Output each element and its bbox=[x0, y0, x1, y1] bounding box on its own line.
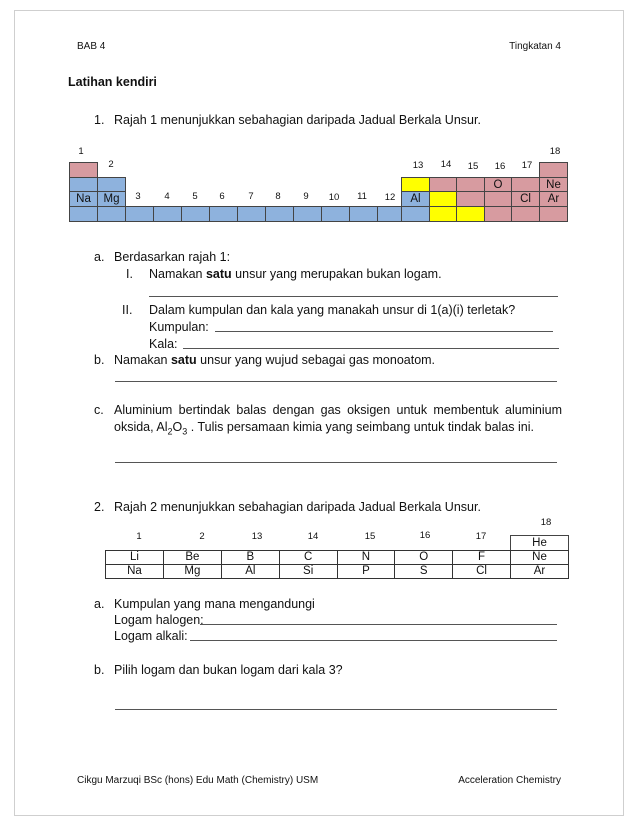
group-label: 12 bbox=[384, 192, 396, 203]
group-label: 18 bbox=[540, 517, 552, 528]
group-label: 16 bbox=[419, 530, 431, 541]
answer-line-q1ai[interactable] bbox=[149, 296, 558, 297]
cell-he: He bbox=[510, 535, 569, 551]
q1ai-text: Namakan satu unsur yang merupakan bukan logam. bbox=[149, 267, 442, 281]
answer-line-q2b[interactable] bbox=[115, 709, 557, 710]
alkali-label: Logam alkali: bbox=[114, 629, 188, 643]
q1aii-text: Dalam kumpulan dan kala yang manakah unsur di 1(a)(i) terletak? bbox=[149, 303, 516, 317]
group-label: 9 bbox=[303, 191, 309, 202]
q2a-text: Kumpulan yang mana mengandungi bbox=[114, 597, 315, 611]
cell-period4-group15 bbox=[456, 206, 485, 222]
table-row bbox=[106, 565, 569, 579]
halogen-label: Logam halogen: bbox=[114, 613, 204, 627]
q1ai-number: I. bbox=[126, 267, 133, 281]
table-cell: C bbox=[279, 551, 337, 565]
cell-period4-group18 bbox=[539, 206, 568, 222]
group-label: 11 bbox=[357, 191, 367, 202]
group-label: 17 bbox=[521, 160, 533, 171]
group-label: 4 bbox=[164, 191, 170, 202]
group-label: 2 bbox=[108, 159, 114, 170]
cell-period2-group1 bbox=[69, 177, 98, 192]
cell-ar: Ar bbox=[539, 191, 568, 207]
group-label: 13 bbox=[251, 531, 263, 542]
cell-period2-group13 bbox=[401, 177, 430, 192]
cell-transition bbox=[349, 206, 378, 222]
table-cell: F bbox=[453, 551, 511, 565]
cell-transition bbox=[237, 206, 266, 222]
q1-text: Rajah 1 menunjukkan sebahagian daripada Jadual Berkala Unsur. bbox=[114, 113, 481, 127]
table-cell: N bbox=[337, 551, 395, 565]
cell-transition bbox=[377, 206, 402, 222]
cell-mg: Mg bbox=[97, 191, 126, 207]
cell-cl: Cl bbox=[511, 191, 540, 207]
answer-line-alkali[interactable] bbox=[190, 640, 557, 641]
cell-period2-group14 bbox=[429, 177, 457, 192]
q2-text: Rajah 2 menunjukkan sebahagian daripada Jadual Berkala Unsur. bbox=[114, 500, 481, 514]
cell-transition bbox=[209, 206, 238, 222]
answer-line-kumpulan[interactable] bbox=[215, 331, 553, 332]
group-label: 16 bbox=[494, 161, 506, 172]
group-label: 7 bbox=[248, 191, 254, 202]
group-label: 1 bbox=[136, 531, 142, 542]
q1a-text: Berdasarkan rajah 1: bbox=[114, 250, 231, 264]
footer-author: Cikgu Marzuqi BSc (hons) Edu Math (Chemistry) USM bbox=[77, 775, 319, 786]
cell-period2-group17 bbox=[511, 177, 540, 192]
group-label: 14 bbox=[440, 159, 452, 170]
answer-line-halogen[interactable] bbox=[200, 624, 557, 625]
cell-period1-group1 bbox=[69, 162, 98, 178]
cell-na: Na bbox=[69, 191, 98, 207]
q1b-text: Namakan satu unsur yang wujud sebagai gas monoatom. bbox=[114, 353, 436, 367]
group-label: 2 bbox=[199, 531, 205, 542]
table-cell: S bbox=[395, 565, 453, 579]
table-cell: B bbox=[221, 551, 279, 565]
q1c-line1: Aluminium bertindak balas dengan gas oksigen untuk membentuk aluminium bbox=[114, 403, 562, 417]
cell-period4-group2 bbox=[97, 206, 126, 222]
cell-transition bbox=[293, 206, 322, 222]
q1c-label: c. bbox=[94, 403, 104, 417]
cell-period1-group18 bbox=[539, 162, 568, 178]
group-label: 8 bbox=[275, 191, 281, 202]
group-label: 17 bbox=[475, 531, 487, 542]
q1aii-number: II. bbox=[122, 303, 133, 317]
cell-period3-group15 bbox=[456, 191, 485, 207]
cell-ne: Ne bbox=[539, 177, 568, 192]
q2b-text: Pilih logam dan bukan logam dari kala 3? bbox=[114, 663, 343, 677]
q2-number: 2. bbox=[94, 500, 105, 514]
q1-number: 1. bbox=[94, 113, 105, 127]
cell-transition bbox=[265, 206, 294, 222]
cell-transition bbox=[321, 206, 350, 222]
table-cell: Al bbox=[221, 565, 279, 579]
section-title: Latihan kendiri bbox=[68, 75, 157, 89]
footer-title: Acceleration Chemistry bbox=[458, 775, 561, 786]
group-label: 5 bbox=[192, 191, 198, 202]
group-label: 15 bbox=[467, 161, 479, 172]
answer-line-q1b[interactable] bbox=[115, 381, 557, 382]
header-form: Tingkatan 4 bbox=[509, 41, 561, 52]
group-label: 15 bbox=[364, 531, 376, 542]
table2-grid bbox=[105, 550, 569, 579]
cell-period3-group16 bbox=[484, 191, 512, 207]
header-chapter: BAB 4 bbox=[77, 41, 106, 52]
cell-period4-group17 bbox=[511, 206, 540, 222]
cell-al: Al bbox=[401, 191, 430, 207]
answer-line-kala[interactable] bbox=[183, 348, 559, 349]
cell-transition bbox=[181, 206, 210, 222]
table-cell: Ne bbox=[510, 551, 568, 565]
cell-period4-group1 bbox=[69, 206, 98, 222]
group-label: 1 bbox=[78, 146, 84, 157]
group-label: 14 bbox=[307, 531, 319, 542]
table-cell: Be bbox=[163, 551, 221, 565]
group-label: 3 bbox=[135, 191, 141, 202]
cell-transition bbox=[125, 206, 154, 222]
table-cell: O bbox=[395, 551, 453, 565]
cell-period4-group13 bbox=[401, 206, 430, 222]
q2b-label: b. bbox=[94, 663, 105, 677]
q1c-line2: oksida, $Al_2O_3$ . Tulis persamaan kimia yang seimbang untuk tindak balas ini. bbox=[114, 420, 534, 437]
table-row bbox=[106, 551, 569, 565]
kumpulan-label: Kumpulan: bbox=[149, 320, 209, 334]
group-label: 6 bbox=[219, 191, 225, 202]
q2a-label: a. bbox=[94, 597, 105, 611]
cell-o: O bbox=[484, 177, 512, 192]
cell-period4-group14 bbox=[429, 206, 457, 222]
group-label: 18 bbox=[549, 146, 561, 157]
group-label: 10 bbox=[328, 192, 340, 203]
kala-label: Kala: bbox=[149, 337, 178, 351]
q1b-label: b. bbox=[94, 353, 105, 367]
table-cell: Na bbox=[106, 565, 164, 579]
cell-period4-group16 bbox=[484, 206, 512, 222]
table-cell: P bbox=[337, 565, 395, 579]
table-cell: Li bbox=[106, 551, 164, 565]
group-label: 13 bbox=[412, 160, 424, 171]
table-cell: Ar bbox=[510, 565, 568, 579]
q1a-label: a. bbox=[94, 250, 105, 264]
table-cell: Mg bbox=[163, 565, 221, 579]
table-cell: Si bbox=[279, 565, 337, 579]
cell-transition bbox=[153, 206, 182, 222]
cell-period3-group14 bbox=[429, 191, 457, 207]
answer-line-q1c[interactable] bbox=[115, 462, 557, 463]
table-cell: Cl bbox=[453, 565, 511, 579]
cell-period2-group15 bbox=[456, 177, 485, 192]
cell-period2-group2 bbox=[97, 177, 126, 192]
